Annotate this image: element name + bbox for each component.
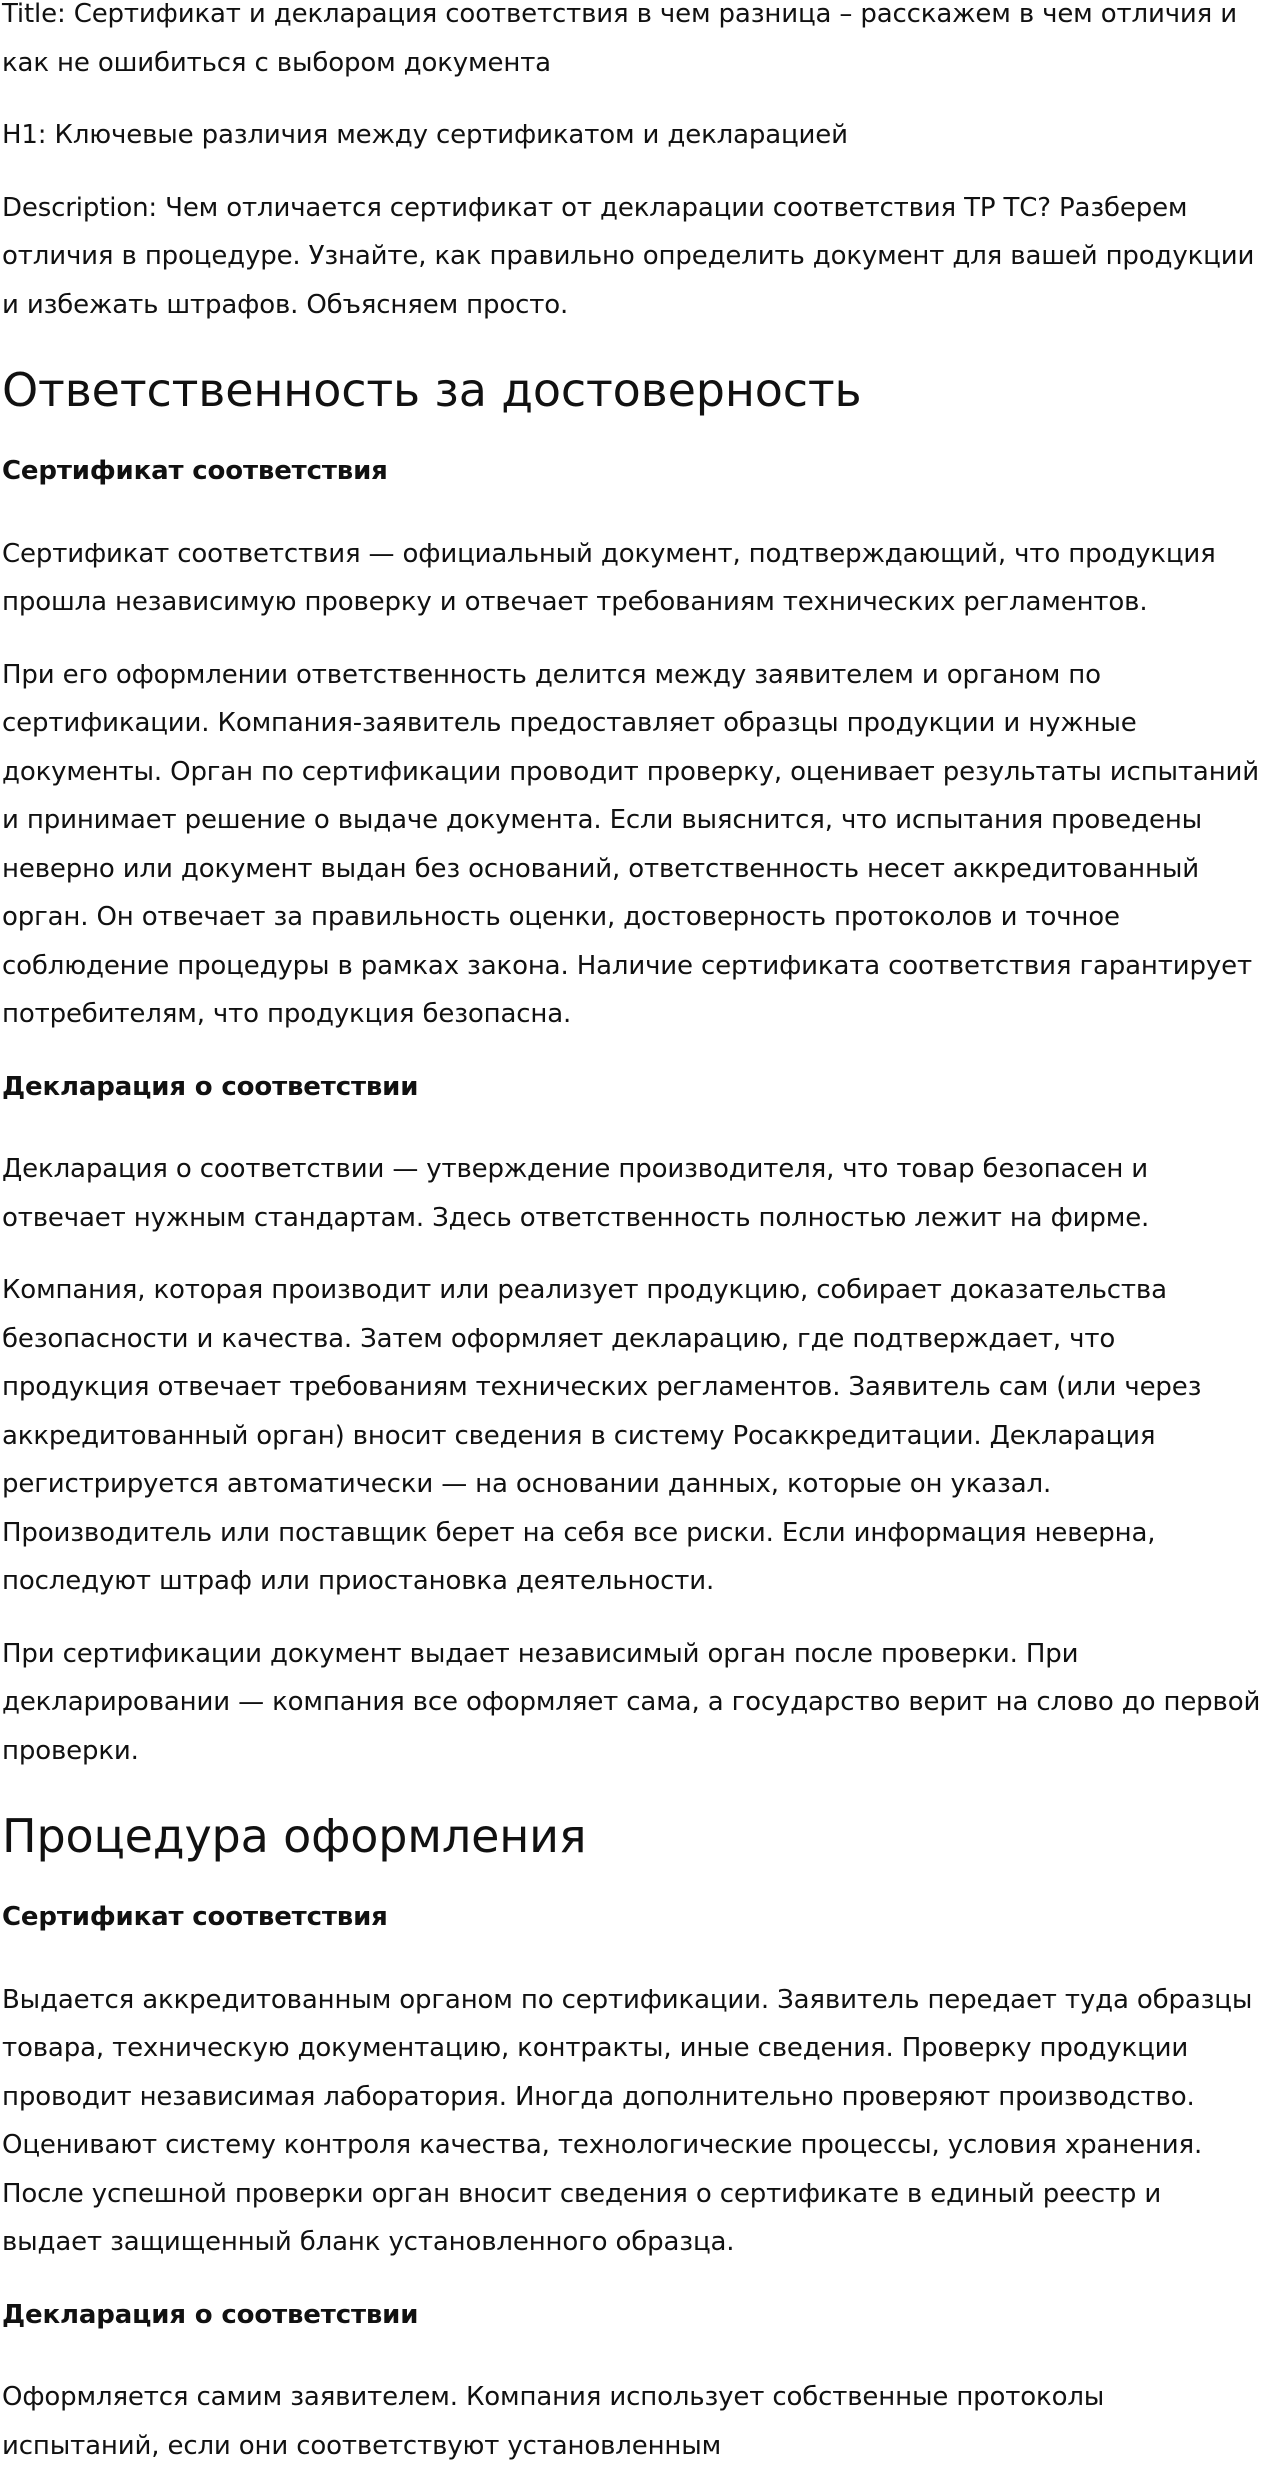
- subheading-certificate-procedure: Сертификат соответствия: [2, 1902, 388, 1932]
- paragraph-certificate-procedure-details: Выдается аккредитованным органом по сертификации. Заявитель передает туда образцы товара, техническую документацию, контракты, иные сведения. Проверку продукции проводит независимая лаборатория. Иногда дополнительно проверяют производство. Оценивают систему контроля качества, технологические процессы, условия хранения. После успешной проверки орган вносит сведения о сертификате в единый реестр и выдает защищенный бланк установленного образца.: [2, 1984, 1253, 2257]
- paragraph-declaration-responsibility-details: Компания, которая производит или реализует продукцию, собирает доказательства безопасности и качества. Затем оформляет декларацию, где подтверждает, что продукция отвечает требованиям технических регламентов. Заявитель сам (или через аккредитованный орган) вносит сведения в систему Росаккредитации. Декларация регистрируется автоматически — на основании данных, которые он указал. Производитель или поставщик берет на себя все риски. Если информация неверна, последуют штраф или приостановка деятельности.: [2, 1275, 1202, 1596]
- paragraph-certificate-definition: Сертификат соответствия — официальный документ, подтверждающий, что продукция прошла независимую проверку и отвечает требованиям технических регламентов.: [2, 538, 1216, 617]
- section-heading-responsibility: Ответственность за достоверность: [2, 363, 862, 417]
- paragraph-certificate-responsibility-details: При его оформлении ответственность делится между заявителем и органом по сертификации. Компания-заявитель предоставляет образцы продукции и нужные документы. Орган по сертификации проводит проверку, оценивает результаты испытаний и принимает решение о выдаче документа. Если выяснится, что испытания проведены неверно или документ выдан без оснований, ответственность несет аккредитованный орган. Он отвечает за правильность оценки, достоверность протоколов и точное соблюдение процедуры в рамках закона. Наличие сертификата соответствия гарантирует потребителям, что продукция безопасна.: [2, 659, 1260, 1029]
- subheading-certificate-responsibility: Сертификат соответствия: [2, 456, 388, 486]
- seo-title-line: Title: Сертификат и декларация соответствия в чем разница – расскажем в чем отличия и как не ошибиться с выбором документа: [2, 0, 1238, 78]
- subheading-declaration-responsibility: Декларация о соответствии: [2, 1071, 419, 1102]
- paragraph-declaration-procedure-details: Оформляется самим заявителем. Компания использует собственные протоколы испытаний, если они соответствуют установленным: [2, 2382, 1105, 2461]
- paragraph-declaration-definition: Декларация о соответствии — утверждение производителя, что товар безопасен и отвечает нужным стандартам. Здесь ответственность полностью лежит на фирме.: [2, 1154, 1150, 1233]
- section-heading-procedure: Процедура оформления: [2, 1809, 587, 1863]
- seo-h1-line: H1: Ключевые различия между сертификатом и декларацией: [2, 120, 848, 150]
- subheading-declaration-procedure: Декларация о соответствии: [2, 2299, 419, 2330]
- paragraph-responsibility-summary: При сертификации документ выдает независимый орган после проверки. При декларировании — компания все оформляет сама, а государство верит на слово до первой проверки.: [2, 1638, 1261, 1766]
- seo-description-line: Description: Чем отличается сертификат от декларации соответствия ТР ТС? Разберем отличия в процедуре. Узнайте, как правильно определить документ для вашей продукции и избежать штрафов. Объясняем просто.: [2, 192, 1255, 320]
